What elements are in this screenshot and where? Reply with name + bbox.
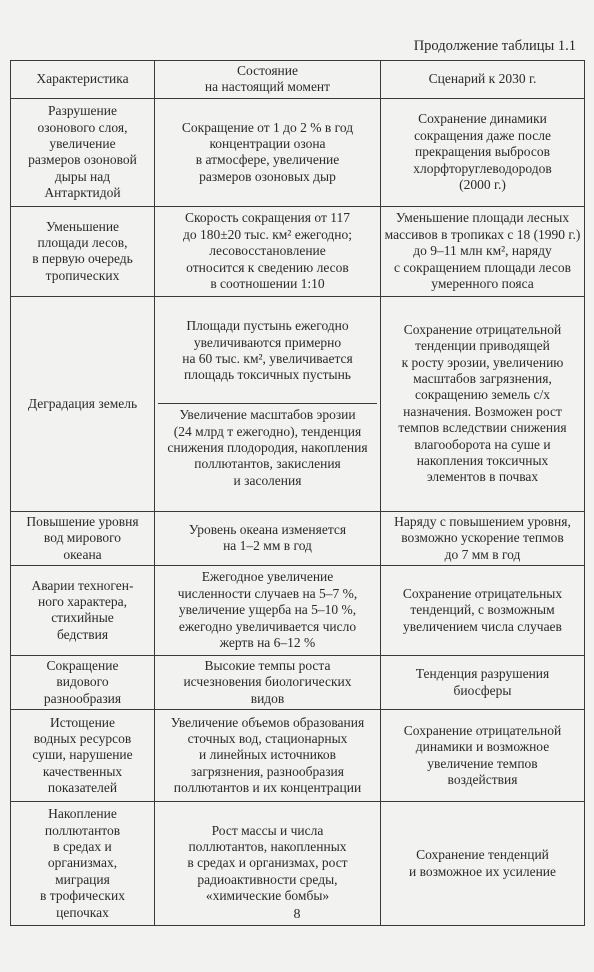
ecology-table (10, 60, 585, 926)
table-row-ozone (11, 98, 585, 206)
cell-scenario: Сохранение отрицательной динамики и возможное увеличение темпов воздействия (381, 710, 585, 802)
cell-characteristic: Разрушение озонового слоя, увеличение размеров озоновой дыры над Антарктидой (11, 98, 155, 206)
cell-scenario: Сохранение динамики сокращения даже после прекращения выбросов хлорфторуглеводородов (2000 г.) (381, 98, 585, 206)
table-row-water-resources (11, 710, 585, 802)
cell-characteristic: Аварии техноген- ного характера, стихийные бедствия (11, 565, 155, 655)
cell-state-deserts: Площади пустынь ежегодно увеличиваются примерно на 60 тыс. км², увеличивается площадь токсичных пустынь (182, 318, 353, 383)
table-row-accidents (11, 565, 585, 655)
cell-characteristic: Деградация земель (11, 296, 155, 511)
table-header-row (11, 61, 585, 99)
cell-state: Рост массы и числа поллютантов, накопленных в средах и организмах, рост радиоактивности среды, «химические бомбы» (155, 802, 381, 926)
table-row-forests (11, 206, 585, 296)
cell-characteristic: Накопление поллютантов в средах и организмах, миграция в трофических цепочках (11, 802, 155, 926)
cell-characteristic: Повышение уровня вод мирового океана (11, 511, 155, 565)
header-characteristic: Характеристика (11, 61, 155, 99)
cell-scenario: Сохранение тенденций и возможное их усиление (381, 802, 585, 926)
header-current-state: Состояние на настоящий момент (155, 61, 381, 99)
cell-state: Сокращение от 1 до 2 % в год концентрации озона в атмосфере, увеличение размеров озоновых дыр (155, 98, 381, 206)
cell-scenario: Наряду с повышением уровня, возможно ускорение тепмов до 7 мм в год (381, 511, 585, 565)
cell-characteristic: Истощение водных ресурсов суши, нарушение качественных показателей (11, 710, 155, 802)
cell-characteristic: Сокращение видового разнообразия (11, 655, 155, 709)
page-number: 8 (293, 907, 301, 922)
cell-state: Увеличение объемов образования сточных вод, стационарных и линейных источников загрязнения, разнообразия поллютантов и их концентрации (155, 710, 381, 802)
table-row-ocean-level (11, 511, 585, 565)
cell-scenario: Сохранение отрицательной тенденции приводящей к росту эрозии, увеличению масштабов загрязнения, сокращению земель с/х назначения. Возможен рост темпов вследствии снижения влагооборота на суше и накопления токсичных элементов в почвах (381, 296, 585, 511)
table-row-land-degradation (11, 296, 585, 511)
cell-state: Скорость сокращения от 117 до 180±20 тыс. км² ежегодно; лесовосстановление относится к сведению лесов в соотношении 1:10 (155, 206, 381, 296)
cell-scenario: Тенденция разрушения биосферы (381, 655, 585, 709)
cell-characteristic: Уменьшение площади лесов, в первую очередь тропических (11, 206, 155, 296)
cell-state-split (155, 296, 381, 511)
cell-state-erosion: Увеличение масштабов эрозии (24 млрд т ежегодно), тенденция снижения плодородия, накопления поллютантов, закисления и засоления (158, 403, 377, 492)
table-continuation-caption: Продолжение таблицы 1.1 (413, 38, 576, 54)
header-scenario-2030: Сценарий к 2030 г. (381, 61, 585, 99)
cell-scenario: Уменьшение площади лесных массивов в тропиках с 18 (1990 г.) до 9–11 млн км², наряду с сокращением площади лесов умеренного пояса (381, 206, 585, 296)
cell-state: Уровень океана изменяется на 1–2 мм в год (155, 511, 381, 565)
cell-state: Ежегодное увеличение численности случаев на 5–7 %, увеличение ущерба на 5–10 %, ежегодно увеличивается число жертв на 6–12 % (155, 565, 381, 655)
table-row-biodiversity (11, 655, 585, 709)
cell-state: Высокие темпы роста исчезновения биологических видов (155, 655, 381, 709)
cell-scenario: Сохранение отрицательных тенденций, с возможным увеличением числа случаев (381, 565, 585, 655)
